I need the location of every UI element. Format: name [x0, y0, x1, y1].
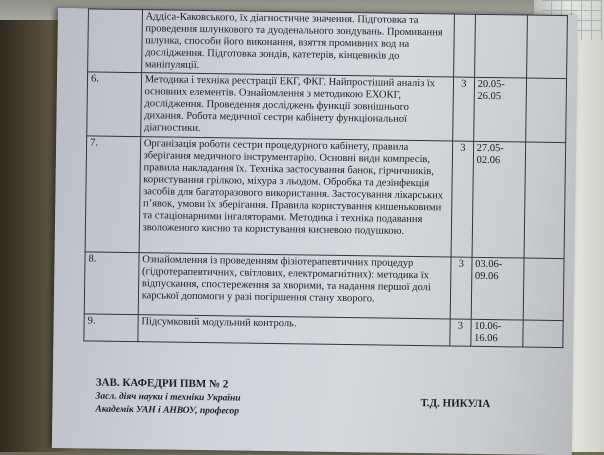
row-topic: Підсумковий модульний контроль.	[138, 315, 451, 346]
row-dates: 03.06-09.06	[471, 257, 524, 320]
row-dates: 27.05-02.06	[472, 141, 526, 258]
row-hours	[453, 14, 475, 77]
academic-title: Академік УАН і АНВОУ, професор	[95, 404, 240, 417]
table-row	[84, 252, 564, 321]
row-hours: 3	[453, 77, 475, 141]
department-head-title: ЗАВ. КАФЕДРИ ПВМ № 2	[95, 376, 229, 391]
row-hours: 3	[451, 141, 473, 257]
table-row	[87, 72, 567, 143]
row-empty-cell	[527, 15, 568, 79]
document-page	[52, 8, 578, 455]
row-empty-cell	[523, 320, 563, 348]
row-number: 8.	[84, 252, 139, 315]
signatory-name: Т.Д. НИКУЛА	[420, 397, 491, 411]
row-topic: Методика і техніка реєстрації ЕКГ, ФКГ. Найпростіший аналіз їх основних елементів. Ознайомлення з методикою ЕХОКГ, дослідження. Проведення досліджень функції зовнішнього дихання. Робота медичної сестри кабінету функціональної діагностики.	[140, 73, 453, 141]
row-hours: 3	[450, 257, 472, 319]
table-row	[85, 136, 566, 259]
row-number	[88, 9, 143, 73]
row-empty-cell	[523, 258, 564, 321]
row-topic: Ознайомлення із проведенням фізіотерапевтичних процедур (гідротерапевтичних, світлових, електромагнітних): методика їх відпускання, спостереження за хворими, та надання першої долі карської допомоги у разі погіршення стану хворого.	[138, 253, 451, 319]
row-number: 6.	[87, 72, 142, 137]
table-row	[88, 9, 568, 79]
schedule-table	[83, 8, 568, 348]
row-dates: 20.05-26.05	[473, 77, 526, 142]
row-hours: 3	[450, 319, 471, 346]
row-dates: 10.06-16.06	[470, 319, 523, 347]
row-empty-cell	[524, 142, 566, 259]
row-topic: Аддіса-Каковського, їх діагностичне значення. Підготовка та проведення шлункового та дуоденального зондувань. Промивання шлунка, способи його виконання, взяття промивних вод на дослідження. Підготовка зондів, катетерів, кінцевиків до маніпуляції.	[141, 10, 454, 77]
table-row	[84, 314, 563, 348]
row-dates	[474, 14, 527, 78]
row-empty-cell	[526, 78, 567, 143]
row-topic: Організація роботи сестри процедурного кабінету, правила зберігання медичного інструментарію. Основні види компресів, правила накладання їх. Техніка застосування банок, гірчичників, користування грілкою, міхура з льодом. Обробка та дезінфекція засобів для багаторазового використання. Застосування лікарських п’явок, умови їх зберігання. Правила користування кишеньковими та стаціонарними інгаляторами. Методика і техніка подавання зволоженого кисню та користування кисневою подушкою.	[139, 137, 453, 257]
honorary-title: Засл. діяч науки і техніки України	[95, 391, 241, 404]
row-number: 9.	[84, 314, 138, 342]
row-number: 7.	[85, 136, 140, 253]
